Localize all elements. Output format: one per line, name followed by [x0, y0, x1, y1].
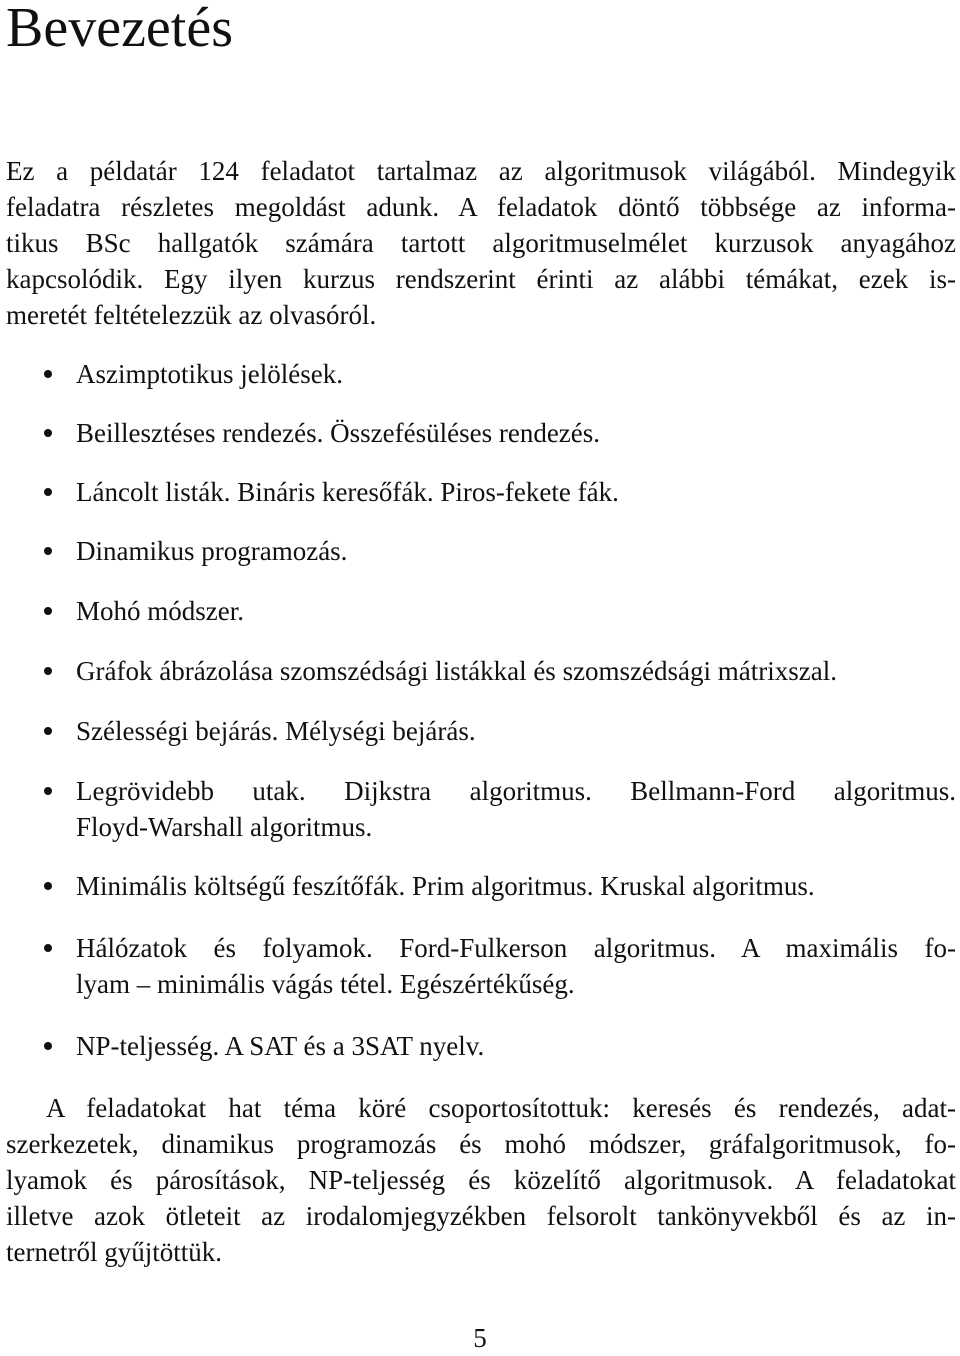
- outro-paragraph: [6, 1090, 956, 1270]
- outro-line: ternetről gyűjtöttük.: [6, 1237, 222, 1267]
- bullet-icon: [44, 787, 52, 795]
- bullet-icon: [44, 667, 52, 675]
- topic-line: Legrövidebb utak. Dijkstra algoritmus. Bellmann-Ford algoritmus.: [76, 776, 956, 806]
- outro-line: lyamok és párosítások, NP-teljesség és közelítő algoritmusok. A feladatokat: [6, 1165, 956, 1195]
- topic-line: Dinamikus programozás.: [76, 536, 348, 566]
- topic-line: NP-teljesség. A SAT és a 3SAT nyelv.: [76, 1031, 485, 1061]
- bullet-icon: [44, 727, 52, 735]
- topic-line: Szélességi bejárás. Mélységi bejárás.: [76, 716, 476, 746]
- topic-line: Hálózatok és folyamok. Ford-Fulkerson algoritmus. A maximális fo-: [76, 933, 956, 963]
- topic-line: Aszimptotikus jelölések.: [76, 359, 343, 389]
- bullet-icon: [44, 488, 52, 496]
- intro-line: feladatra részletes megoldást adunk. A feladatok döntő többsége az informa-: [6, 192, 956, 222]
- topic-line: lyam – minimális vágás tétel. Egészértékűség.: [76, 969, 575, 999]
- bullet-icon: [44, 547, 52, 555]
- outro-line: szerkezetek, dinamikus programozás és mohó módszer, gráfalgoritmusok, fo-: [6, 1129, 956, 1159]
- topic-line: Láncolt listák. Bináris keresőfák. Piros-fekete fák.: [76, 477, 619, 507]
- intro-paragraph: [6, 153, 956, 333]
- intro-line: tikus BSc hallgatók számára tartott algoritmuselmélet kurzusok anyagához: [6, 228, 956, 258]
- bullet-icon: [44, 370, 52, 378]
- page-number: 5: [473, 1323, 487, 1353]
- outro-line: illetve azok ötleteit az irodalomjegyzékben felsorolt tankönyvekből és az in-: [6, 1201, 956, 1231]
- topic-line: Floyd-Warshall algoritmus.: [76, 812, 373, 842]
- intro-line: meretét feltételezzük az olvasóról.: [6, 300, 377, 330]
- topic-line: Mohó módszer.: [76, 596, 244, 626]
- bullet-icon: [44, 1042, 52, 1050]
- intro-line: Ez a példatár 124 feladatot tartalmaz az algoritmusok világából. Mindegyik: [6, 156, 956, 186]
- topic-line: Beillesztéses rendezés. Összefésüléses rendezés.: [76, 418, 601, 448]
- bullet-icon: [44, 882, 52, 890]
- outro-line: A feladatokat hat téma köré csoportosítottuk: keresés és rendezés, adat-: [46, 1093, 956, 1123]
- bullet-icon: [44, 607, 52, 615]
- bullet-icon: [44, 944, 52, 952]
- topic-line: Gráfok ábrázolása szomszédsági listákkal és szomszédsági mátrixszal.: [76, 656, 837, 686]
- topic-line: Minimális költségű feszítőfák. Prim algoritmus. Kruskal algoritmus.: [76, 871, 815, 901]
- intro-line: kapcsolódik. Egy ilyen kurzus rendszerint érinti az alábbi témákat, ezek is-: [6, 264, 956, 294]
- bullet-icon: [44, 429, 52, 437]
- chapter-title: Bevezetés: [6, 0, 233, 59]
